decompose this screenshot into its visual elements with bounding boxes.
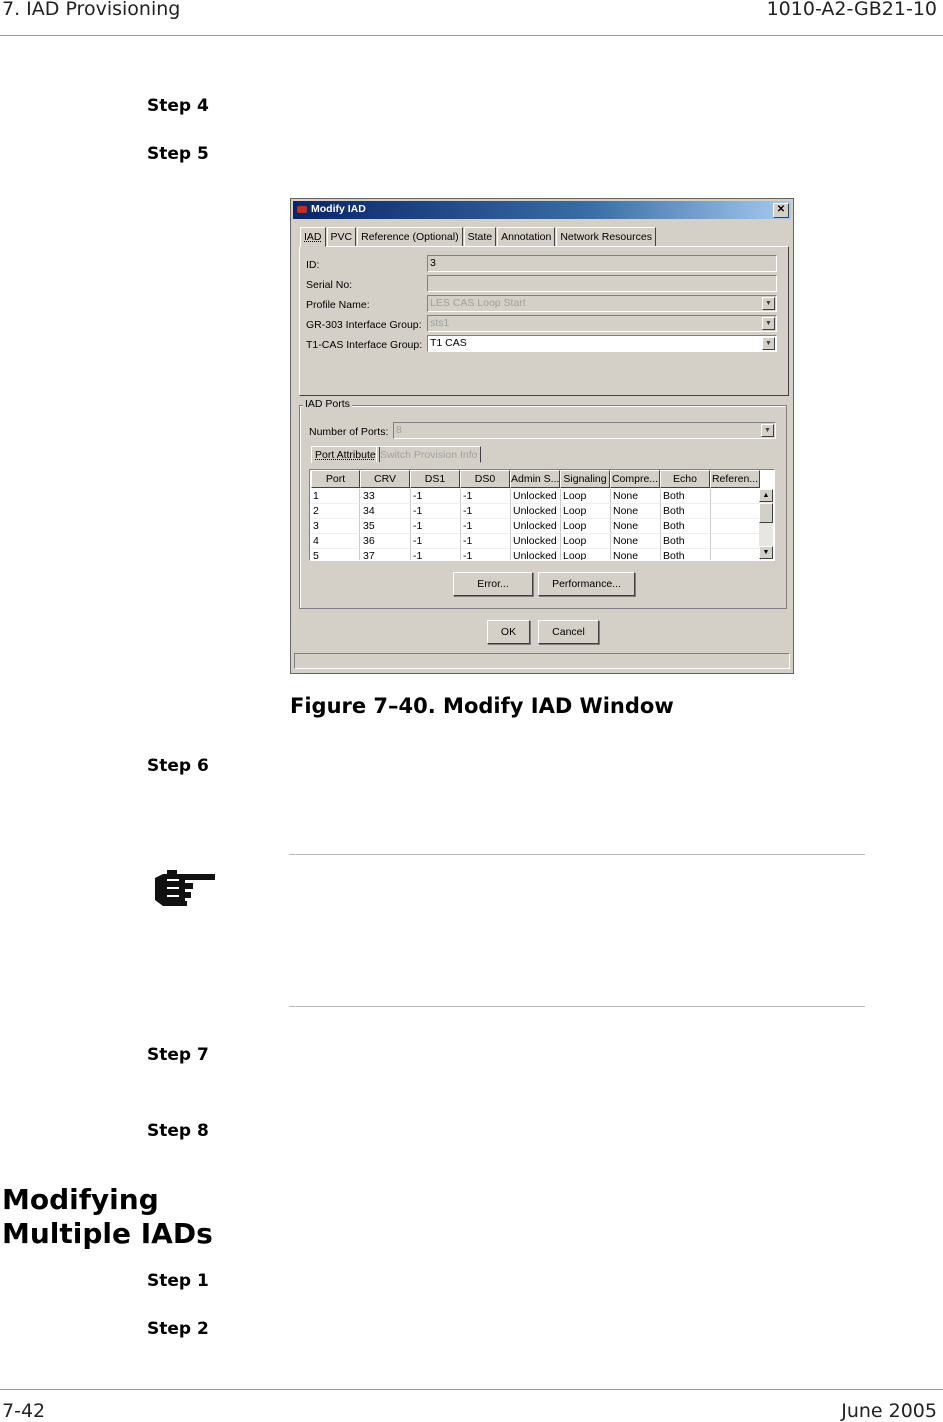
table-cell: Both [661, 534, 711, 549]
table-cell: 5 [311, 549, 360, 561]
table-cell: 3 [311, 519, 360, 534]
table-row[interactable] [310, 534, 760, 549]
close-icon: ✕ [776, 204, 786, 215]
table-cell: Loop [561, 549, 611, 561]
chevron-down-icon[interactable]: ▼ [762, 337, 775, 350]
profile-select[interactable] [427, 295, 777, 312]
table-cell: 4 [311, 534, 360, 549]
step-7-label: Step 7 [147, 1045, 209, 1065]
col-compression[interactable]: Compre... [610, 470, 660, 488]
header-rule [0, 35, 943, 36]
table-cell [711, 534, 761, 549]
table-cell [711, 519, 761, 534]
table-cell: 2 [311, 504, 360, 519]
dialog-tabs [300, 227, 657, 247]
col-ds0[interactable]: DS0 [460, 470, 510, 488]
num-ports-select[interactable] [393, 422, 776, 439]
table-cell: Unlocked [511, 549, 561, 561]
multi-step-2-label: Step 2 [147, 1319, 209, 1339]
table-cell: 37 [361, 549, 411, 561]
footer-rule [0, 1389, 943, 1390]
error-button[interactable]: Error... [453, 572, 533, 596]
gr303-label: GR-303 Interface Group: [306, 319, 422, 331]
tab-network-resources[interactable]: Network Resources [556, 227, 656, 247]
col-admin-state[interactable]: Admin S... [510, 470, 560, 488]
table-cell: Both [661, 519, 711, 534]
profile-value: LES CAS Loop Start [430, 297, 526, 309]
modify-iad-window [290, 198, 794, 674]
table-cell: -1 [461, 504, 511, 519]
chevron-down-icon[interactable]: ▼ [762, 297, 775, 310]
col-echo[interactable]: Echo [660, 470, 710, 488]
running-header-docnum: 1010-A2-GB21-10 [766, 0, 937, 20]
gr303-value: sts1 [430, 317, 450, 329]
scroll-down-icon[interactable]: ▼ [759, 546, 773, 559]
section-heading-line1: Modifying [2, 1183, 159, 1216]
figure-caption: Figure 7–40. Modify IAD Window [290, 694, 674, 718]
table-cell: None [611, 519, 661, 534]
multi-step-1-label: Step 1 [147, 1271, 209, 1291]
pointing-hand-icon [153, 868, 217, 908]
step-4-label: Step 4 [147, 96, 209, 116]
id-field[interactable]: 3 [427, 255, 777, 272]
table-cell: -1 [461, 534, 511, 549]
table-cell: None [611, 489, 661, 504]
table-cell: None [611, 534, 661, 549]
id-label: ID: [306, 259, 320, 271]
cancel-button[interactable]: Cancel [538, 620, 599, 644]
step-5-label: Step 5 [147, 144, 209, 164]
tab-annotation[interactable]: Annotation [497, 227, 555, 247]
scroll-thumb[interactable] [759, 503, 773, 523]
num-ports-value: 8 [396, 424, 402, 436]
table-cell: -1 [411, 519, 461, 534]
note-bottom-rule [289, 1006, 865, 1007]
subtab-port-attribute[interactable]: Port Attribute [311, 446, 380, 463]
table-cell: -1 [461, 519, 511, 534]
section-heading [2, 1183, 213, 1251]
t1cas-value: T1 CAS [430, 337, 467, 349]
step-8-label: Step 8 [147, 1121, 209, 1141]
num-ports-label: Number of Ports: [309, 426, 389, 438]
tab-reference[interactable]: Reference (Optional) [357, 227, 462, 247]
table-cell [711, 489, 761, 504]
subtab-switch-provision-info[interactable]: Switch Provision Info [376, 446, 481, 463]
serial-label: Serial No: [306, 279, 353, 291]
serial-field[interactable] [427, 275, 777, 292]
table-cell: -1 [411, 534, 461, 549]
table-cell: -1 [411, 489, 461, 504]
table-cell: Loop [561, 519, 611, 534]
performance-button[interactable]: Performance... [538, 572, 635, 596]
table-scrollbar[interactable] [759, 489, 773, 559]
table-cell: Loop [561, 489, 611, 504]
profile-label: Profile Name: [306, 299, 370, 311]
table-cell: 1 [311, 489, 360, 504]
tab-state[interactable]: State [464, 227, 497, 247]
scroll-up-icon[interactable]: ▲ [759, 489, 773, 502]
table-cell: -1 [461, 549, 511, 561]
footer-date: June 2005 [841, 1400, 937, 1422]
table-cell: Both [661, 504, 711, 519]
table-cell: Unlocked [511, 534, 561, 549]
table-row[interactable] [310, 489, 760, 504]
note-top-rule [289, 854, 865, 855]
section-heading-line2: Multiple IADs [2, 1217, 213, 1250]
table-row[interactable] [310, 519, 760, 534]
col-signaling[interactable]: Signaling [560, 470, 610, 488]
app-icon [297, 206, 307, 213]
table-cell: 36 [361, 534, 411, 549]
table-cell: Unlocked [511, 489, 561, 504]
table-cell: 34 [361, 504, 411, 519]
table-cell: Loop [561, 504, 611, 519]
table-cell: None [611, 504, 661, 519]
table-cell: Both [661, 489, 711, 504]
table-cell [711, 549, 761, 561]
table-cell: 33 [361, 489, 411, 504]
table-cell: -1 [461, 489, 511, 504]
chevron-down-icon[interactable]: ▼ [762, 317, 775, 330]
t1cas-select[interactable] [427, 335, 777, 352]
iad-ports-label: IAD Ports [305, 398, 350, 410]
table-cell: Unlocked [511, 519, 561, 534]
col-crv[interactable]: CRV [360, 470, 410, 488]
table-cell: -1 [411, 549, 461, 561]
table-cell: 35 [361, 519, 411, 534]
tab-pvc[interactable]: PVC [327, 227, 357, 247]
close-button[interactable] [773, 203, 789, 218]
ok-button[interactable]: OK [487, 620, 530, 644]
table-row[interactable] [310, 504, 760, 519]
table-cell: -1 [411, 504, 461, 519]
table-cell: Loop [561, 534, 611, 549]
port-table [309, 469, 775, 561]
col-reference[interactable]: Referen... [710, 470, 760, 488]
table-cell [711, 504, 761, 519]
gr303-select[interactable] [427, 315, 777, 332]
table-cell: Both [661, 549, 711, 561]
status-bar [294, 653, 790, 669]
t1cas-label: T1-CAS Interface Group: [306, 339, 423, 351]
window-titlebar[interactable] [293, 201, 791, 219]
chevron-down-icon[interactable]: ▼ [761, 424, 774, 437]
step-6-label: Step 6 [147, 756, 209, 776]
table-cell: None [611, 549, 661, 561]
iad-tab-panel [299, 246, 789, 396]
col-port[interactable]: Port [311, 470, 360, 488]
running-header-chapter: 7. IAD Provisioning [2, 0, 181, 20]
window-title: Modify IAD [311, 203, 366, 215]
col-ds1[interactable]: DS1 [410, 470, 460, 488]
page-number: 7-42 [2, 1400, 46, 1422]
tab-iad[interactable]: IAD [300, 227, 326, 247]
table-cell: Unlocked [511, 504, 561, 519]
table-row[interactable] [310, 549, 760, 561]
